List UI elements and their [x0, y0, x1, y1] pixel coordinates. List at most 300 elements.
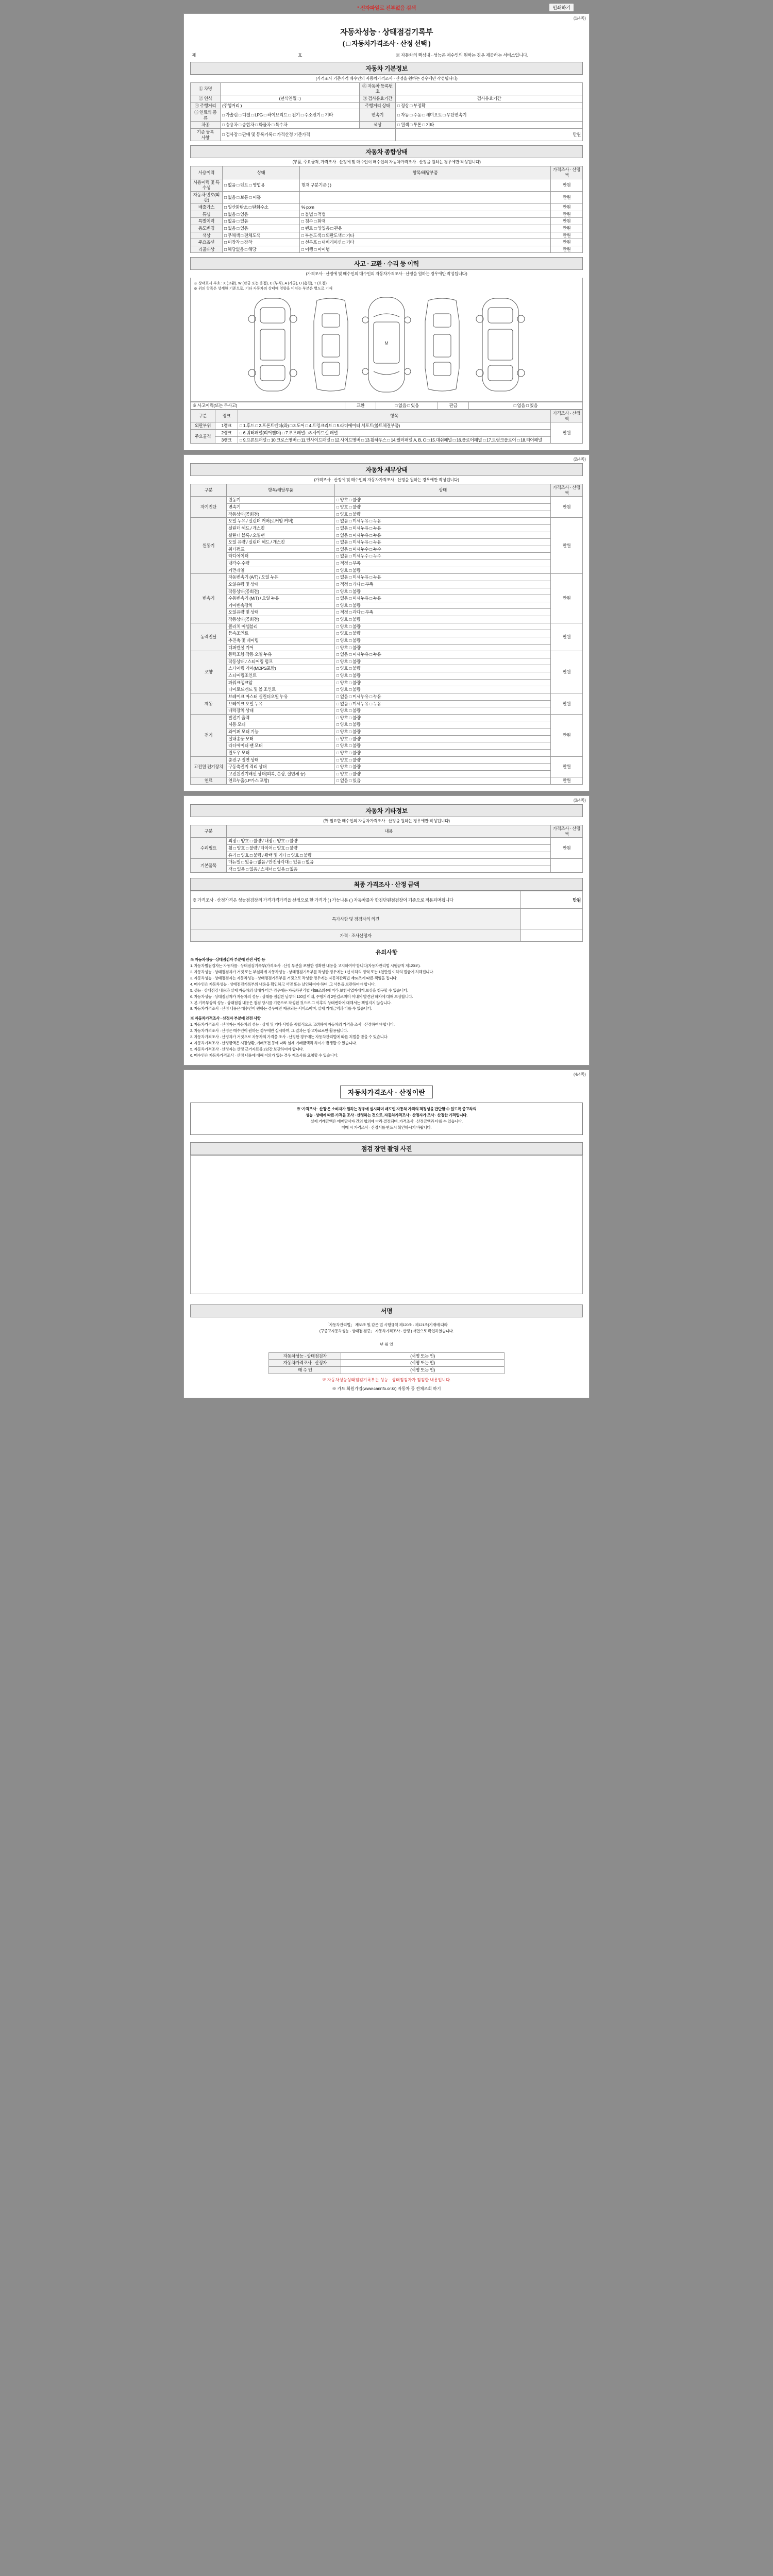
- detail-state[interactable]: □ 없음 □ 미세누유 □ 누유: [335, 532, 551, 539]
- other-amount: 만원: [551, 838, 583, 859]
- overall-row-amount-0: 만원: [551, 179, 583, 191]
- detail-state[interactable]: □ 양호 □ 불량: [335, 742, 551, 750]
- detail-state[interactable]: □ 적정 □ 과다 □ 부족: [335, 581, 551, 588]
- svg-text:M: M: [384, 341, 389, 346]
- detail-amount: 만원: [551, 714, 583, 756]
- basic-vehicle-type-label: 차종: [191, 122, 221, 129]
- detail-state[interactable]: □ 없음 □ 미세누유 □ 누유: [335, 524, 551, 532]
- accident-bullet-2: ※ 위의 항목은 상세한 기준으로, 기타 자동차의 상태에 영향을 미치는 부분은 별도로 기재: [194, 287, 332, 291]
- other-row: [191, 838, 583, 845]
- other-items[interactable]: 외장 □ 양호 □ 불량 / 내장 □ 양호 □ 불량: [227, 838, 551, 845]
- accident-legend-table: [190, 402, 583, 410]
- detail-part: 자동변속기 (A/T) / 오일 누유: [227, 574, 335, 581]
- page-1-number: (1/4쪽): [573, 16, 586, 21]
- detail-part: 추진축 및 베어링: [227, 637, 335, 644]
- overall-row-items-6[interactable]: □ 무채색 □ 전체도색: [223, 232, 300, 239]
- detail-part: 스티어링조인트: [227, 672, 335, 680]
- basic-row-label-2: ③ 검사유효기간: [360, 95, 396, 102]
- detail-part: 시동 모터: [227, 721, 335, 728]
- detail-part: 작동상태(공회전): [227, 616, 335, 623]
- detail-state[interactable]: □ 없음 □ 미세누유 □ 누유: [335, 693, 551, 700]
- detail-part: 클러치 어셈블리: [227, 623, 335, 630]
- terms-line: 2. 자동차성능 · 상태점검자가 거짓 또는 부실하게 자동차성능 · 상태점검기록부를 작성한 경우에는 1년 이하의 징역 또는 1천만원 이하의 벌금에 처해집니다.: [190, 970, 434, 975]
- detail-row: [191, 651, 583, 658]
- footer-note-1: ※ 자동차성능상태점검기록부는 성능 · 상태점검자가 점검한 내용입니다.: [322, 1377, 451, 1382]
- overall-row-detail-3[interactable]: □ 불법 □ 적법: [300, 211, 551, 218]
- basic-row-label-1: ② 연식: [191, 95, 221, 102]
- detail-part: 타이로드엔드 및 볼 조인트: [227, 686, 335, 693]
- detail-amount: 만원: [551, 623, 583, 651]
- overall-th-1: 상태: [223, 166, 300, 179]
- other-note: (外 필요한 매수인의 자동차가격조사 · 산정을 원하는 경우에만 작성됩니다): [323, 819, 450, 823]
- terms-line: 5. 자동차가격조사 · 산정자는 산정 근거자료를 2년간 보관하여야 합니다.: [190, 1046, 304, 1052]
- detail-row: [191, 553, 583, 560]
- overall-row-items-8[interactable]: □ 해당없음 □ 해당: [223, 246, 300, 253]
- price-amount: 만원: [521, 891, 583, 909]
- terms-line: 1. 자동차가격조사 · 산정자는 자동차의 성능 · 상태 및 기타 사항을 종합적으로 고려하여 자동차의 가격을 조사 · 산정하여야 합니다.: [190, 1022, 395, 1027]
- detail-part: 라디에이터 팬 모터: [227, 742, 335, 750]
- detail-row: [191, 764, 583, 771]
- basic-options[interactable]: □ 검사장 □ 판매 및 등록기록 □ 가격산정 기준가격: [221, 129, 396, 141]
- detail-th-2: 상태: [335, 484, 551, 497]
- detail-state[interactable]: □ 양호 □ 불량: [335, 637, 551, 644]
- basic-row-label-0: ① 차명: [191, 82, 221, 95]
- other-row: [191, 852, 583, 859]
- detail-part: 오일 누유 / 실린더 커버(로커암 커버): [227, 518, 335, 525]
- price-band: 최종 가격조사 · 산정 금액: [190, 878, 583, 891]
- terms-line: 6. 자동차성능 · 상태점검자가 자동차의 성능 · 상태를 점검한 날부터 120일 이내, 주행거리 2만킬로미터 이내에 발견된 하자에 대해 보상합니다.: [190, 994, 413, 999]
- sign-row-value-1[interactable]: (서명 또는 인): [341, 1360, 504, 1367]
- detail-row: [191, 595, 583, 602]
- detail-state[interactable]: □ 양호 □ 불량: [335, 658, 551, 665]
- photo-area: [190, 1155, 583, 1294]
- detail-amount: 만원: [551, 777, 583, 785]
- detail-state[interactable]: □ 양호 □ 불량: [335, 616, 551, 623]
- overall-th-3: 가격조사 · 산정액: [551, 166, 583, 179]
- overall-row-amount-5: 만원: [551, 225, 583, 232]
- detail-part: 스티어링 기어(MDPS포함): [227, 665, 335, 672]
- page-1: [183, 13, 590, 450]
- detail-state[interactable]: □ 양호 □ 불량: [335, 588, 551, 595]
- detail-part: 기어변속장치: [227, 602, 335, 609]
- detail-row: [191, 581, 583, 588]
- detail-state[interactable]: □ 양호 □ 불량: [335, 749, 551, 756]
- basic-color-label: 색상: [360, 122, 396, 129]
- detail-part: 라디에이터: [227, 553, 335, 560]
- car-left-side-diagram: [308, 293, 354, 396]
- detail-row: [191, 735, 583, 742]
- detail-row: [191, 777, 583, 785]
- car-diagram-group: [194, 291, 579, 398]
- other-items[interactable]: 잭 □ 있음 □ 없음 / 스패너 □ 있음 □ 없음: [227, 866, 551, 873]
- detail-part: 윈도우 모터: [227, 749, 335, 756]
- detail-state[interactable]: □ 양호 □ 불량: [335, 714, 551, 721]
- photo-title: 점검 장면 촬영 사진: [190, 1142, 583, 1155]
- basic-options-label: 기준 등록 사항: [191, 129, 221, 141]
- sign-row-value-0[interactable]: (서명 또는 인): [341, 1352, 504, 1360]
- detail-row: [191, 511, 583, 518]
- detail-row: [191, 588, 583, 595]
- overall-row-amount-3: 만원: [551, 211, 583, 218]
- overall-row-label-0: 사용이력 및 특수성: [191, 179, 223, 191]
- detail-row: [191, 524, 583, 532]
- other-group: 기본품목: [191, 859, 227, 873]
- detail-group: 동력전달: [191, 623, 227, 651]
- detail-state[interactable]: □ 없음 □ 미세누유 □ 누유: [335, 539, 551, 546]
- terms-line: 4. 자동차가격조사 · 산정금액은 시장상황, 거래조건 등에 따라 실제 거래금액과 차이가 발생할 수 있습니다.: [190, 1040, 357, 1045]
- overall-row-items-1[interactable]: □ 없음 □ 보통 □ 미흡: [223, 191, 300, 204]
- detail-group: 제동: [191, 693, 227, 714]
- overall-row-items-2[interactable]: □ 일산화탄소 □ 탄화수소: [223, 204, 300, 211]
- detail-state[interactable]: □ 양호 □ 불량: [335, 644, 551, 651]
- basic-value-5[interactable]: [396, 82, 583, 95]
- accident-legend-opts-2[interactable]: □ 없음 □ 있음: [469, 402, 583, 410]
- sign-body-line: 「자동차관리법」 제58조 및 같은 법 시행규칙 제120조 · 제121조(기재에 따라: [325, 1322, 448, 1327]
- overall-row-label-2: 배출가스: [191, 204, 223, 211]
- detail-row: [191, 567, 583, 574]
- detail-row: [191, 539, 583, 546]
- detail-amount: 만원: [551, 518, 583, 574]
- overall-row-label-6: 색상: [191, 232, 223, 239]
- overall-row-amount-2: 만원: [551, 204, 583, 211]
- sign-date-line: 년 월 일: [380, 1342, 393, 1347]
- price-row-value-0[interactable]: [521, 909, 583, 929]
- basic-vehicle-type[interactable]: □ 승용차 □ 승합차 □ 화물차 □ 특수차: [221, 122, 360, 129]
- detail-state[interactable]: □ 적정 □ 부족: [335, 560, 551, 567]
- overall-row-detail-0[interactable]: 현재 구분기준 ( ): [300, 179, 551, 191]
- detail-group: 자기진단: [191, 497, 227, 518]
- top-notice: * 전자파일로 전부없음 검색: [357, 5, 416, 11]
- detail-table: [190, 484, 583, 785]
- overall-table: [190, 166, 583, 253]
- parts-amount: 만원: [551, 422, 583, 444]
- page-4: [183, 1070, 590, 1398]
- detail-part: 오일유량 및 상태: [227, 609, 335, 616]
- basic-color[interactable]: □ 원색 □ 투톤 □ 기타: [396, 122, 583, 129]
- basic-value-0[interactable]: [221, 82, 360, 95]
- detail-row: [191, 574, 583, 581]
- detail-state[interactable]: □ 양호 □ 불량: [335, 567, 551, 574]
- detail-state[interactable]: □ 없음 □ 있음: [335, 777, 551, 785]
- detail-th-1: 항목/해당부품: [227, 484, 335, 497]
- detail-state[interactable]: □ 양호 □ 불량: [335, 770, 551, 777]
- detail-row: [191, 630, 583, 637]
- parts-th-rank: 랭크: [215, 410, 238, 422]
- parts-items-2[interactable]: □ 9.프론트패널 □ 10.크로스멤버 □ 11.인사이드패널 □ 12.사이드멤버 □ 13.휠하우스 □ 14.필러패널 A, B, C □ 15.대쉬패널 □ 16.플로어패널 □ 17.트렁크플로어 □ 18.리어패널: [238, 436, 551, 444]
- parts-rank-0: 1랭크: [215, 422, 238, 430]
- terms-line: 3. 자동차가격조사 · 산정자가 거짓으로 자동차의 가격을 조사 · 산정한 경우에는 자동차관리법에 따른 처벌을 받을 수 있습니다.: [190, 1034, 389, 1039]
- other-row: [191, 866, 583, 873]
- detail-part: 브레이크 오일 누유: [227, 700, 335, 707]
- detail-state[interactable]: □ 없음 □ 미세누유 □ 누유: [335, 700, 551, 707]
- detail-state[interactable]: □ 양호 □ 불량: [335, 707, 551, 715]
- overall-row-amount-8: 만원: [551, 246, 583, 253]
- overall-row-label-5: 용도변경: [191, 225, 223, 232]
- overall-row-label-1: 자동차 번호(외관): [191, 191, 223, 204]
- detail-group: 고전원 전기장치: [191, 756, 227, 777]
- other-items[interactable]: 매뉴얼 □ 있음 □ 없음 / 안전삼각대 □ 있음 □ 없음: [227, 859, 551, 866]
- detail-row: [191, 532, 583, 539]
- detail-amount: 만원: [551, 497, 583, 518]
- overall-row-amount-6: 만원: [551, 232, 583, 239]
- detail-amount: 만원: [551, 756, 583, 777]
- detail-group: 전기: [191, 714, 227, 756]
- detail-row: [191, 637, 583, 644]
- terms-line: 8. 자동차가격조사 · 산정 내용은 매수인이 원하는 경우에만 제공되는 서비스이며, 실제 거래금액과 다를 수 있습니다.: [190, 1006, 372, 1011]
- other-band: 자동차 기타정보: [190, 804, 583, 817]
- detail-row: [191, 602, 583, 609]
- detail-row: [191, 721, 583, 728]
- basic-row-label-3: ④ 주행거리: [191, 102, 221, 109]
- detail-row: [191, 609, 583, 616]
- overall-row-items-7[interactable]: □ 미장착 □ 장착: [223, 239, 300, 246]
- accident-diagram: [190, 278, 583, 402]
- detail-row: [191, 686, 583, 693]
- overall-row-detail-6[interactable]: □ 부분도색 □ 외판도색 □ 기타: [300, 232, 551, 239]
- detail-amount: 만원: [551, 574, 583, 623]
- price-note: ※ 가격조사 · 산정가격은 성능점검장의 가격가격가격을 산정으로 한 가격가 ( ) 가능나용 ( ) 자동차를자 한진단원점검장이 기준으로 적용되며됩니다: [191, 891, 521, 909]
- other-amount: [551, 859, 583, 873]
- detail-part: 구동축전지 격리 상태: [227, 764, 335, 771]
- detail-state[interactable]: □ 양호 □ 불량: [335, 497, 551, 504]
- detail-state[interactable]: □ 없음 □ 미세누수 □ 누수: [335, 546, 551, 553]
- parts-items-0[interactable]: □ 1.후드 □ 2.프론트펜더(좌) □ 3.도어 □ 4.트렁크리드 □ 5.라디에이터 서포트(볼트체결부품): [238, 422, 551, 430]
- detail-state[interactable]: □ 없음 □ 미세누수 □ 누수: [335, 553, 551, 560]
- detail-row: [191, 518, 583, 525]
- detail-part: 와이퍼 모터 기능: [227, 728, 335, 736]
- basic-transmission[interactable]: □ 자동 □ 수동 □ 세미오토 □ 무단변속기: [396, 109, 583, 122]
- detail-row: [191, 546, 583, 553]
- detail-part: 동력조향 작동 오일 누유: [227, 651, 335, 658]
- detail-state[interactable]: □ 양호 □ 불량: [335, 504, 551, 511]
- accident-bullet-1: ※ 상태표시 부호 : X (교환), W (판금 또는 용접), C (부식), A (가공), U (흠집), T (요철): [194, 282, 327, 286]
- detail-row: [191, 707, 583, 715]
- overall-band: 자동차 종합상태: [190, 145, 583, 158]
- detail-row: [191, 616, 583, 623]
- detail-part: 커먼레일: [227, 567, 335, 574]
- overall-row-label-4: 특별이력: [191, 218, 223, 225]
- overall-row-detail-5[interactable]: □ 렌트 □ 영업용 □ 관용: [300, 225, 551, 232]
- detail-row: [191, 658, 583, 665]
- parts-rank-1: 2랭크: [215, 429, 238, 436]
- parts-group-0: 외판부위: [191, 422, 215, 430]
- price-row-label-0: 특가사항 및 점검자의 의견: [191, 909, 521, 929]
- detail-state[interactable]: □ 없음 □ 미세누유 □ 누유: [335, 574, 551, 581]
- footer-note-2: ※ 카드 회원가입(www.carinfo.or.kr) 자동차 등 전체조회 하기: [332, 1386, 441, 1391]
- detail-part: 충전구 절연 상태: [227, 756, 335, 764]
- detail-state[interactable]: □ 양호 □ 불량: [335, 511, 551, 518]
- detail-part: 브레이크 마스터 실린더오일 누유: [227, 693, 335, 700]
- detail-amount: 만원: [551, 693, 583, 714]
- basic-inspect-valid[interactable]: 검사유효기간: [396, 95, 583, 102]
- detail-state[interactable]: □ 없음 □ 미세누유 □ 누유: [335, 518, 551, 525]
- basic-transmission-label: 변속기: [360, 109, 396, 122]
- overall-row-items-5[interactable]: □ 없음 □ 있음: [223, 225, 300, 232]
- other-items[interactable]: 휠 □ 양호 □ 불량 / 타이어 □ 양호 □ 불량: [227, 844, 551, 852]
- detail-part: 파워크랭크암: [227, 679, 335, 686]
- detail-state[interactable]: □ 양호 □ 불량: [335, 679, 551, 686]
- accident-note: (가격조사 · 산정에 및 매수인의 매수인의 자동차가격조사 · 산정을 원하는 경우에만 작성됩니다): [306, 272, 467, 277]
- basic-mileage-state[interactable]: □ 정상 □ 부정확: [396, 102, 583, 109]
- sign-row-label-0: 자동차성능 · 상태점검자: [269, 1352, 341, 1360]
- detail-part: 등속조인트: [227, 630, 335, 637]
- detail-amount: 만원: [551, 651, 583, 693]
- document-subtitle: ( □ 자동차가격조사 · 산정 선택 ): [342, 40, 431, 47]
- accident-parts-table: [190, 410, 583, 444]
- detail-state[interactable]: □ 양호 □ 불량: [335, 623, 551, 630]
- page-4-number: (4/4쪽): [573, 1072, 586, 1077]
- detail-th-0: 구분: [191, 484, 227, 497]
- sign-row-label-1: 자동차가격조사 · 산정자: [269, 1360, 341, 1367]
- overall-row-detail-4[interactable]: □ 침수 □ 화재: [300, 218, 551, 225]
- terms-line: 3. 자동차성능 · 상태점검자는 자동차성능 · 상태점검기록부를 거짓으로 작성한 경우에는 자동차관리법 제58조에 따른 책임을 집니다.: [190, 976, 398, 980]
- overall-row-detail-8[interactable]: □ 이행 □ 미이행: [300, 246, 551, 253]
- p4-title: 자동차가격조사 · 산정이란: [340, 1086, 433, 1098]
- sign-title: 서명: [190, 1304, 583, 1317]
- print-button[interactable]: 인쇄하기: [549, 3, 574, 12]
- other-table: [190, 825, 583, 873]
- basic-row-label-5: ⑥ 자동차 등록번호: [360, 82, 396, 95]
- accident-legend-left: ※ 사고이력(또는 무사고): [191, 402, 345, 410]
- detail-state[interactable]: □ 양호 □ 불량: [335, 728, 551, 736]
- p4-notice-box: [190, 1103, 583, 1135]
- overall-th-2: 항목/해당부품: [300, 166, 551, 179]
- price-row-value-1[interactable]: [521, 929, 583, 942]
- detail-part: 오일유량 및 상태: [227, 581, 335, 588]
- basic-info-band: 자동차 기본정보: [190, 62, 583, 75]
- detail-part: 발전기 출력: [227, 714, 335, 721]
- basic-info-table: [190, 82, 583, 142]
- sign-row-value-2[interactable]: (서명 또는 인): [341, 1366, 504, 1374]
- basic-row-label-4: ⑤ 연료의 종류: [191, 109, 221, 122]
- overall-th-0: 사용이력: [191, 166, 223, 179]
- terms-head-1: ※ 자동차가격조사 · 산정자 부분에 안전 사항: [190, 1016, 261, 1021]
- detail-state[interactable]: □ 양호 □ 불량: [335, 735, 551, 742]
- overall-row-label-7: 주요옵션: [191, 239, 223, 246]
- overall-row-label-3: 튜닝: [191, 211, 223, 218]
- detail-state[interactable]: □ 양호 □ 불량: [335, 602, 551, 609]
- terms-block-1: [190, 1016, 583, 1058]
- sign-row-label-2: 매 수 인: [269, 1366, 341, 1374]
- detail-part: 오일 유량 / 실린더 헤드 / 개스킷: [227, 539, 335, 546]
- detail-state[interactable]: □ 양호 □ 불량: [335, 630, 551, 637]
- detail-state[interactable]: □ 양호 □ 불량: [335, 665, 551, 672]
- basic-mileage-state-label: 주행거리 상태: [360, 102, 396, 109]
- detail-row: [191, 644, 583, 651]
- other-items[interactable]: 유리 □ 양호 □ 불량 / 광택 및 기타 □ 양호 □ 불량: [227, 852, 551, 859]
- detail-group: 조향: [191, 651, 227, 693]
- basic-fuel[interactable]: □ 가솔린 □ 디젤 □ LPG □ 하이브리드 □ 전기 □ 수소전기 □ 기타: [221, 109, 360, 122]
- overall-note: (부품, 주요골격, 가격조사 · 산정에 및 매수인이 매수인의 자동차가격조사 · 산정을 원하는 경우에만 작성됩니다): [292, 160, 481, 165]
- terms-title: 유의사항: [375, 950, 398, 956]
- car-right-side-diagram: [419, 293, 465, 396]
- detail-row: [191, 497, 583, 504]
- detail-part: 실내송풍 모터: [227, 735, 335, 742]
- detail-part: 실린더 블록 / 오일팬: [227, 532, 335, 539]
- overall-row-label-8: 리콜대상: [191, 246, 223, 253]
- detail-row: [191, 672, 583, 680]
- overall-row-items-0[interactable]: □ 없음 □ 렌트 □ 영업용: [223, 179, 300, 191]
- detail-row: [191, 742, 583, 750]
- basic-cert-date[interactable]: (년식연월 : ): [221, 95, 360, 102]
- document-title: 자동차성능 · 상태점검기록부: [340, 28, 433, 37]
- page-3: [183, 795, 590, 1065]
- detail-row: [191, 749, 583, 756]
- detail-part: 냉각수 수량: [227, 560, 335, 567]
- detail-row: [191, 728, 583, 736]
- detail-band: 자동차 세부상태: [190, 463, 583, 476]
- car-rear-diagram: [469, 293, 531, 396]
- detail-part: 변속기: [227, 504, 335, 511]
- overall-row-items-3[interactable]: □ 없음 □ 있음: [223, 211, 300, 218]
- p4-body-line: 매매 시 가격조사 · 산정서를 반드시 확인하시기 바랍니다.: [341, 1125, 432, 1130]
- basic-amount-unit: 만원: [396, 129, 583, 141]
- detail-state[interactable]: □ 양호 □ 불량: [335, 756, 551, 764]
- other-group: 수리필요: [191, 838, 227, 859]
- parts-items-1[interactable]: □ 6.쿼터패널(리어펜더) □ 7.루프패널 □ 8.사이드실 패널: [238, 429, 551, 436]
- detail-state[interactable]: □ 양호 □ 불량: [335, 686, 551, 693]
- parts-th-items: 항목: [238, 410, 551, 422]
- terms-head-0: ※ 자동차성능 · 상태점검자 부분에 안전 사항 등: [190, 957, 265, 962]
- detail-row: [191, 504, 583, 511]
- p4-body-line: 성능 · 상태에 따른 가격을 조사 · 산정하는 것으로, 자동차가격조사 · 산정자가 조사 · 산정한 가격입니다.: [306, 1113, 467, 1118]
- detail-part: 작동상태(공회전): [227, 588, 335, 595]
- accident-legend-opts-1[interactable]: □ 없음 □ 있음: [376, 402, 438, 410]
- basic-info-note: (가격조사 기준가격 매수인의 자동차가격조사 · 산정을 원하는 경우에만 작성됩니다): [315, 76, 458, 81]
- price-table: [190, 891, 583, 942]
- detail-state[interactable]: □ 양호 □ 불량: [335, 764, 551, 771]
- overall-row-amount-7: 만원: [551, 239, 583, 246]
- accident-exchange-label: 교환: [345, 402, 376, 410]
- terms-block-0: [190, 957, 583, 1012]
- terms-line: 5. 성능 · 상태점검 내용과 실제 자동차의 상태가 다른 경우에는 자동차관리법 제58조의4에 따라 보험사업자에게 보상을 청구할 수 있습니다.: [190, 988, 408, 993]
- detail-row: [191, 665, 583, 672]
- basic-mileage[interactable]: (주행거리 ): [221, 102, 360, 109]
- overall-row-detail-2[interactable]: % ppm: [300, 204, 551, 211]
- terms-line: 4. 매수인은 자동차성능 · 상태점검기록부의 내용을 확인하고 서명 또는 날인하여야 하며, 그 사본을 보관하여야 합니다.: [190, 981, 376, 987]
- detail-part: 연료누출(LP가스 포함): [227, 777, 335, 785]
- other-th-0: 구분: [191, 825, 227, 838]
- terms-line: 6. 매수인은 자동차가격조사 · 산정 내용에 대해 이의가 있는 경우 재조사를 요청할 수 있습니다.: [190, 1053, 339, 1058]
- detail-row: [191, 756, 583, 764]
- detail-note: (가격조사 · 산정에 및 매수인의 자동차가격조사 · 산정을 원하는 경우에만 작성됩니다): [314, 478, 459, 483]
- detail-row: [191, 770, 583, 777]
- overall-row-items-4[interactable]: □ 없음 □ 있음: [223, 218, 300, 225]
- detail-group: 연료: [191, 777, 227, 785]
- top-bar: [183, 3, 590, 11]
- overall-row-detail-1[interactable]: [300, 191, 551, 204]
- doc-number-label: 제: [192, 53, 196, 58]
- accident-band: 사고 · 교환 · 수리 등 이력: [190, 257, 583, 270]
- doc-number-value: 호: [298, 53, 302, 58]
- accident-panel-label: 판금: [438, 402, 469, 410]
- detail-state[interactable]: □ 양호 □ 불량: [335, 672, 551, 680]
- terms-line: 1. 자동차별점검자는 자동차를 · 상태점검기록부(가격조사 · 산정 부분을 포함한 정확한 내용을 고지하여야 합니다(자동차관리법 시행규칙 제120조).: [190, 963, 421, 969]
- parts-th-group: 구분: [191, 410, 215, 422]
- detail-part: 실린더 헤드 / 개스킷: [227, 524, 335, 532]
- overall-row-detail-7[interactable]: □ 선루프 □ 내비게이션 □ 기타: [300, 239, 551, 246]
- car-front-diagram: [242, 293, 304, 396]
- detail-row: [191, 679, 583, 686]
- detail-state[interactable]: □ 없음 □ 미세누유 □ 누유: [335, 595, 551, 602]
- terms-line: 2. 자동차가격조사 · 산정은 매수인이 원하는 경우에만 실시하며, 그 결과는 참고자료로만 활용됩니다.: [190, 1028, 348, 1033]
- detail-part: 수동변속기 (M/T) / 오일 누유: [227, 595, 335, 602]
- detail-part: 작동상태(공회전): [227, 511, 335, 518]
- detail-state[interactable]: □ 없음 □ 미세누유 □ 누유: [335, 651, 551, 658]
- detail-state[interactable]: □ 양호 □ 불량: [335, 721, 551, 728]
- detail-part: 작동상태 / 스티어링 펌프: [227, 658, 335, 665]
- detail-state[interactable]: □ 적정 □ 과다 □ 부족: [335, 609, 551, 616]
